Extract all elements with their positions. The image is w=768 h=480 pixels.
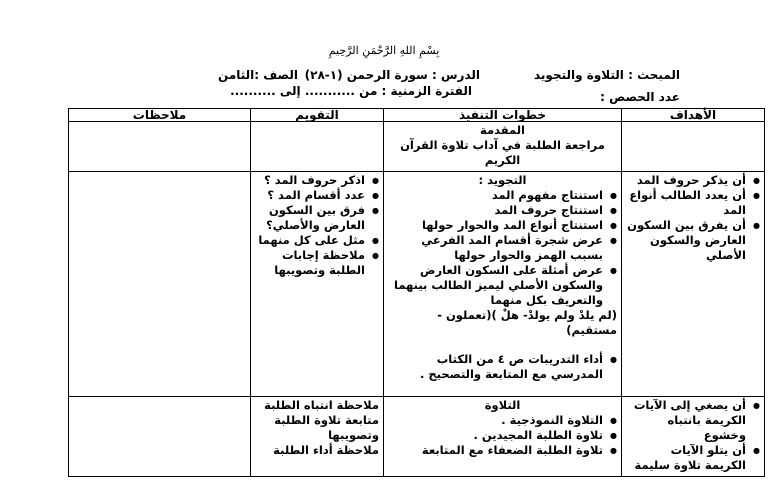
table-row (69, 122, 765, 172)
list-item: ● أن يفرق بين السكون العارض والسكون الأصلي (626, 218, 760, 263)
steps-cell (384, 172, 622, 397)
objectives-cell (622, 122, 765, 172)
steps-cell (384, 122, 622, 172)
list-item: ● استنتاج حروف المد (388, 203, 617, 218)
basmala: بِسْمِ اللهِ الرَّحْمَنِ الرَّحِيمِ (328, 44, 440, 57)
list-item: ● مثل على كل منهما (255, 233, 379, 248)
list-item: ● اذكر حروف المد ؟ (255, 173, 379, 188)
tajweed-title: التجويد : (478, 173, 527, 187)
recitation-title: التلاوة (484, 398, 521, 412)
list-item: ● ملاحظة إجابات الطلبة وتصويبها (255, 248, 379, 278)
evaluation-line: متابعة تلاوة الطلبة وتصويبها (274, 413, 379, 442)
list-item: ● عدد أقسام المد ؟ (255, 188, 379, 203)
examples-text: (لم يلدْ ولم يولدْ- هلْ )(تعملون - مستقيم) (437, 308, 617, 337)
table-header-row (69, 109, 765, 122)
periods-label: عدد الحصص : (600, 90, 680, 104)
list-item: ● أداء التدريبات ص ٤ من الكتاب المدرسي مع المتابعة والتصحيح . (388, 352, 617, 382)
timeframe-label: الفترة الزمنية : من ........... إلى .......... (230, 84, 472, 98)
evaluation-cell (251, 122, 384, 172)
list-item: ● عرض شجرة أقسام المد الفرعي بسبب الهمز والحوار حولها (388, 233, 617, 263)
list-item: ● تلاوة الطلبة الضعفاء مع المتابعة (388, 443, 617, 458)
list-item: ● التلاوة النموذجية . (388, 413, 617, 428)
steps-cell (384, 397, 622, 477)
list-item: ● عرض أمثلة على السكون العارض والسكون الأصلي ليميز الطالب بينهما والتعريف بكل منهما (388, 263, 617, 308)
list-item: ● تلاوة الطلبة المجيدين . (388, 428, 617, 443)
header-evaluation: التقويم (251, 109, 384, 122)
header-steps: خطوات التنفيذ (384, 109, 622, 122)
subject-label: المبحث : التلاوة والتجويد (533, 68, 680, 82)
list-item: ● استنتاج أنواع المد والحوار حولها (388, 218, 617, 233)
list-item: ● استنتاج مفهوم المد (388, 188, 617, 203)
evaluation-line: ملاحظة انتباه الطلبة (264, 398, 379, 412)
evaluation-cell (251, 172, 384, 397)
objectives-cell (622, 172, 765, 397)
evaluation-line: ملاحظة أداء الطلبة (273, 443, 379, 457)
lesson-plan-table (68, 108, 765, 477)
header-objectives: الأهداف (622, 109, 765, 122)
table-row (69, 172, 765, 397)
notes-cell (69, 122, 251, 172)
grade-label: الصف :الثامن (218, 68, 298, 82)
notes-cell (69, 172, 251, 397)
intro-title: المقدمة (480, 123, 525, 137)
list-item: ● أن يتلو الآيات الكريمة تلاوة سليمة (626, 443, 760, 473)
intro-text: مراجعة الطلبة في آداب تلاوة القرآن الكريم (400, 138, 605, 167)
lesson-label: الدرس : سورة الرحمن (١-٢٨) (304, 68, 480, 82)
list-item: ● فرق بين السكون العارض والأصلي؟ (255, 203, 379, 233)
header-notes: ملاحظات (69, 109, 251, 122)
list-item: ● أن يعدد الطالب أنواع المد (626, 188, 760, 218)
list-item: ● أن يصغي إلى الآيات الكريمة بانتباه وخشوع (626, 398, 760, 443)
evaluation-cell (251, 397, 384, 477)
objectives-cell (622, 397, 765, 477)
notes-cell (69, 397, 251, 477)
table-row (69, 397, 765, 477)
list-item: ● أن يذكر حروف المد (626, 173, 760, 188)
